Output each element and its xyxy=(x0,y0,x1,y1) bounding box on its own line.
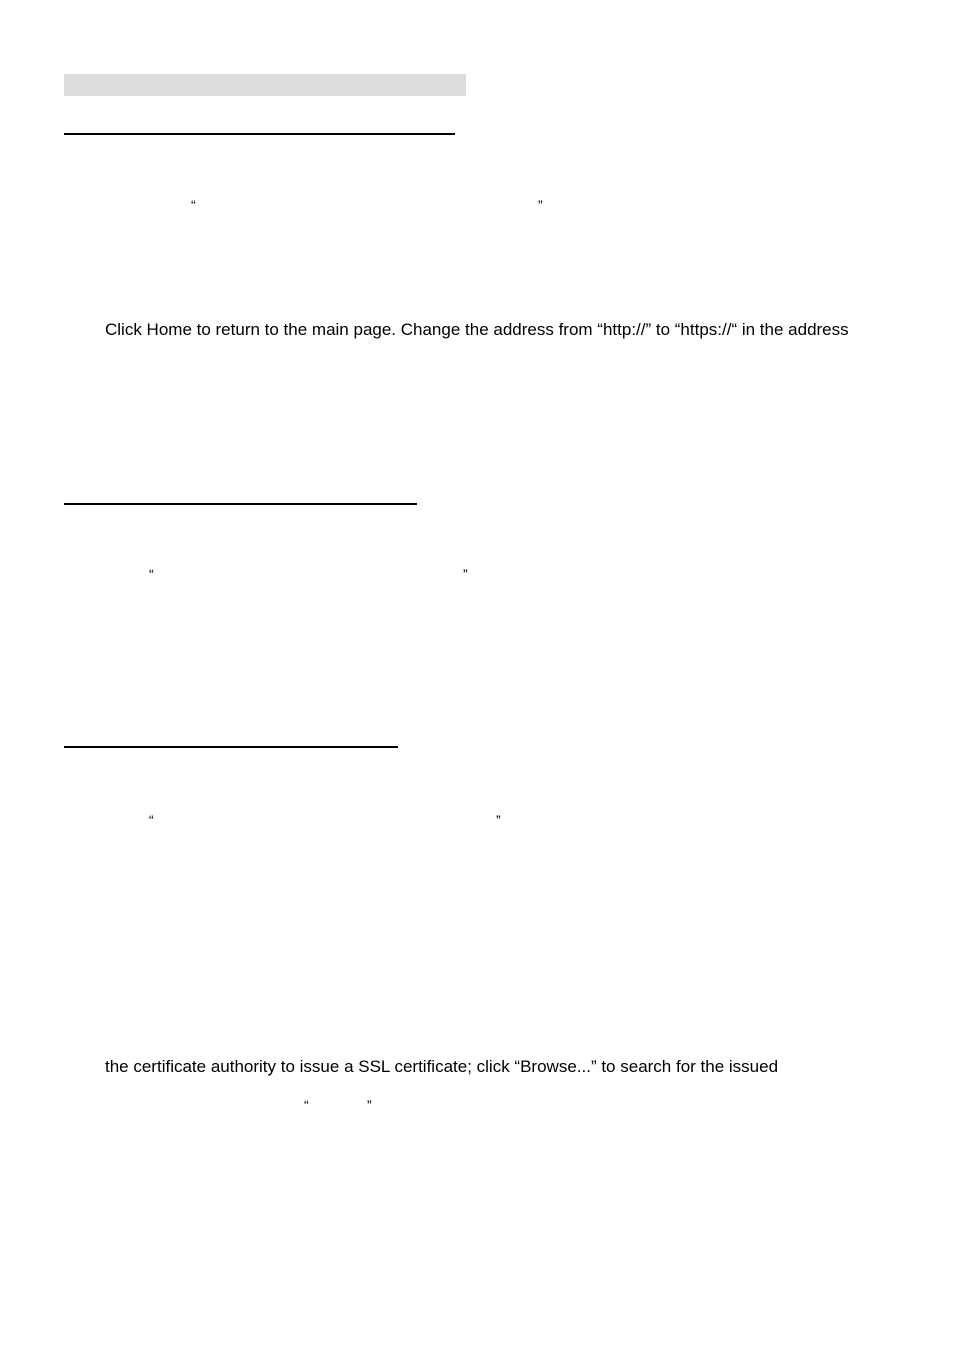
section-1-underline xyxy=(64,133,455,135)
home-instruction-text: Click Home to return to the main page. Change the address from “http://” to “https://“ in the address xyxy=(105,320,849,339)
section-2-open-quote: “ xyxy=(149,566,154,582)
section-heading-band xyxy=(64,74,466,96)
final-close-quote: ” xyxy=(367,1097,372,1113)
section-3-close-quote: ” xyxy=(496,812,501,828)
section-2-underline xyxy=(64,503,417,505)
section-3-open-quote: “ xyxy=(149,812,154,828)
section-3-underline xyxy=(64,746,398,748)
section-2-close-quote: ” xyxy=(463,566,468,582)
section-1-open-quote: “ xyxy=(191,197,196,213)
section-1-close-quote: ” xyxy=(538,197,543,213)
final-open-quote: “ xyxy=(304,1097,309,1113)
certificate-instruction-text: the certificate authority to issue a SSL certificate; click “Browse...” to search for the issued xyxy=(105,1057,779,1076)
